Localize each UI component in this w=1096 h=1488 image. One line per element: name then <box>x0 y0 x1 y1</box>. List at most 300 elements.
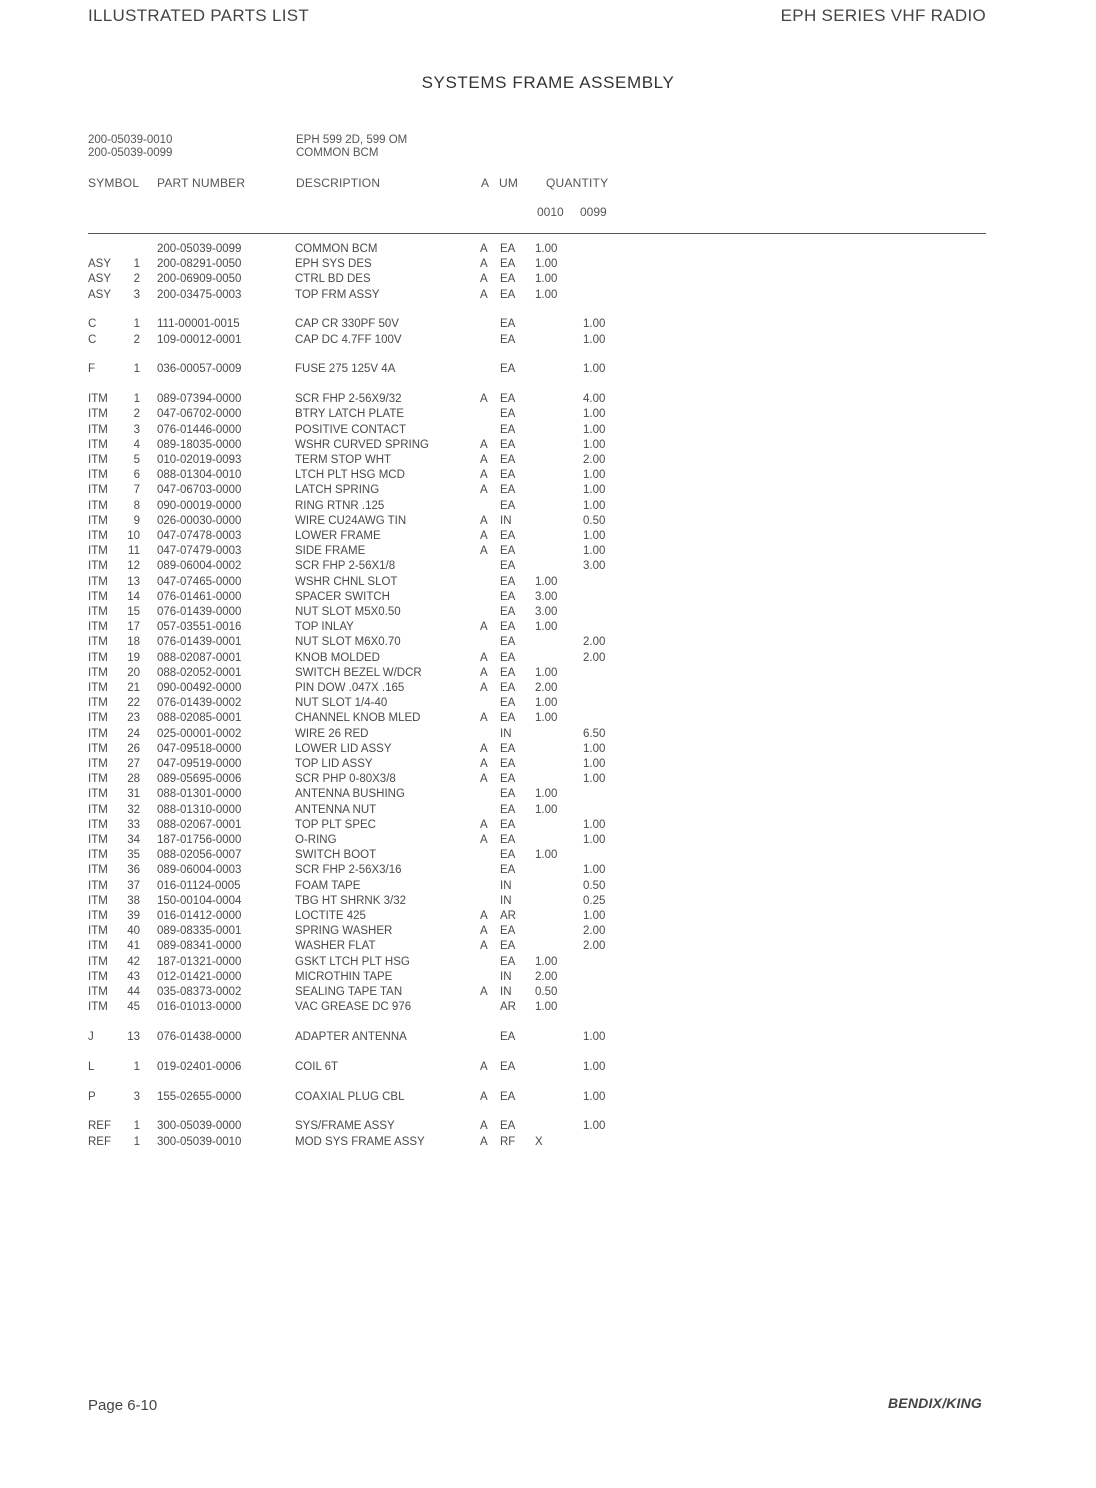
cell-symbol: ITM <box>88 955 108 968</box>
cell-item-number: 39 <box>127 910 140 922</box>
cell-qty-0099: 1.00 <box>583 1090 606 1103</box>
cell-item-number: 20 <box>127 666 140 679</box>
cell-item-number: 17 <box>127 621 140 634</box>
table-row <box>0 242 1096 257</box>
cell-a: A <box>480 243 488 255</box>
table-row <box>0 787 1096 802</box>
cell-unit: RF <box>500 1135 516 1148</box>
table-row <box>0 423 1096 438</box>
cell-part-number: 076-01438-0000 <box>157 1031 242 1043</box>
cell-item-number: 18 <box>127 636 140 649</box>
cell-symbol: ITM <box>88 940 108 953</box>
cell-a: A <box>480 773 488 786</box>
cell-unit: EA <box>500 423 516 436</box>
cell-part-number: 076-01439-0001 <box>157 636 242 649</box>
cell-unit: EA <box>500 408 516 421</box>
cell-a: A <box>480 288 488 301</box>
cell-description: LATCH SPRING <box>295 484 380 497</box>
cell-symbol: C <box>88 318 97 331</box>
cell-description: ANTENNA NUT <box>295 803 377 816</box>
table-row <box>0 407 1096 422</box>
cell-description: MICROTHIN TAPE <box>295 970 393 983</box>
cell-qty-0010: 1.00 <box>535 697 558 710</box>
cell-description: LOWER FRAME <box>295 530 381 542</box>
cell-part-number: 026-00030-0000 <box>157 514 242 527</box>
cell-item-number: 36 <box>127 864 140 877</box>
cell-description: SCR FHP 2-56X9/32 <box>295 393 402 406</box>
cell-symbol: ITM <box>88 864 108 877</box>
column-header-a: A <box>481 176 490 190</box>
quantity-column-0010: 0010 <box>537 205 564 219</box>
cell-part-number: 016-01412-0000 <box>157 910 242 922</box>
cell-unit: EA <box>500 621 516 634</box>
cell-symbol: ITM <box>88 970 108 983</box>
assembly-descriptions <box>296 134 407 160</box>
cell-unit: EA <box>500 560 516 573</box>
cell-qty-0099: 1.00 <box>583 1031 606 1043</box>
column-header-um: UM <box>499 176 519 190</box>
table-row <box>0 575 1096 590</box>
cell-item-number: 14 <box>127 590 140 603</box>
cell-item-number: 41 <box>127 940 140 953</box>
cell-a: A <box>480 438 488 451</box>
cell-part-number: 076-01461-0000 <box>157 590 242 603</box>
assembly-description: EPH 599 2D, 599 OM <box>296 134 408 146</box>
quantity-column-0099: 0099 <box>580 205 607 219</box>
cell-description: SWITCH BEZEL W/DCR <box>295 666 422 679</box>
cell-qty-0010: 1.00 <box>535 849 558 862</box>
cell-qty-0099: 0.50 <box>583 514 606 527</box>
table-row <box>0 772 1096 787</box>
cell-description: RING RTNR .125 <box>295 499 385 512</box>
cell-unit: EA <box>500 1060 516 1073</box>
cell-a: A <box>480 940 488 953</box>
cell-part-number: 035-08373-0002 <box>157 986 242 998</box>
cell-description: KNOB MOLDED <box>295 651 380 664</box>
cell-symbol: ITM <box>88 818 108 831</box>
table-row <box>0 453 1096 468</box>
cell-symbol: ITM <box>88 788 108 801</box>
cell-description: SYS/FRAME ASSY <box>295 1120 395 1133</box>
cell-part-number: 012-01421-0000 <box>157 970 242 983</box>
cell-item-number: 43 <box>127 970 140 983</box>
table-row <box>0 392 1096 407</box>
cell-qty-0010: 1.00 <box>535 955 558 968</box>
cell-a: A <box>480 910 488 922</box>
cell-description: ANTENNA BUSHING <box>295 788 405 801</box>
cell-unit: IN <box>500 879 512 892</box>
cell-description: PIN DOW .047X .165 <box>295 682 405 694</box>
assembly-description: COMMON BCM <box>296 147 379 159</box>
table-row <box>0 666 1096 681</box>
cell-a: A <box>480 818 488 831</box>
cell-symbol: ITM <box>88 651 108 664</box>
table-row <box>0 257 1096 272</box>
cell-item-number: 2 <box>133 333 140 346</box>
cell-description: SPACER SWITCH <box>295 590 390 603</box>
assembly-part-number: 200-05039-0010 <box>88 134 173 146</box>
page-number: Page 6-10 <box>88 1397 158 1414</box>
cell-unit: EA <box>500 697 516 710</box>
table-row <box>0 970 1096 985</box>
cell-item-number: 44 <box>127 986 140 998</box>
table-row <box>0 514 1096 529</box>
cell-qty-0010: X <box>535 1135 543 1148</box>
cell-a: A <box>480 986 488 998</box>
table-row <box>0 909 1096 924</box>
cell-symbol: ITM <box>88 879 108 892</box>
table-row <box>0 818 1096 833</box>
cell-unit: EA <box>500 333 516 346</box>
cell-item-number: 3 <box>133 288 140 301</box>
column-header-description: DESCRIPTION <box>296 176 381 190</box>
cell-part-number: 089-08341-0000 <box>157 940 242 953</box>
cell-a: A <box>480 484 488 497</box>
cell-part-number: 187-01756-0000 <box>157 834 242 846</box>
cell-qty-0010: 2.00 <box>535 970 558 983</box>
cell-a: A <box>480 742 488 755</box>
table-row <box>0 1090 1096 1105</box>
cell-symbol: ITM <box>88 925 108 938</box>
cell-symbol: F <box>88 363 96 376</box>
cell-part-number: 089-08335-0001 <box>157 925 242 938</box>
cell-unit: IN <box>500 894 512 907</box>
table-row <box>0 757 1096 772</box>
cell-item-number: 8 <box>133 499 140 512</box>
cell-part-number: 047-09518-0000 <box>157 742 242 755</box>
cell-unit: EA <box>500 484 516 497</box>
cell-qty-0099: 1.00 <box>583 469 606 482</box>
cell-item-number: 22 <box>127 697 140 710</box>
cell-qty-0010: 0.50 <box>535 986 558 998</box>
cell-qty-0010: 1.00 <box>535 575 558 588</box>
cell-qty-0099: 1.00 <box>583 318 606 331</box>
cell-unit: EA <box>500 273 516 286</box>
cell-item-number: 33 <box>127 818 140 831</box>
cell-a: A <box>480 514 488 527</box>
cell-unit: EA <box>500 1120 516 1133</box>
cell-qty-0099: 1.00 <box>583 438 606 451</box>
cell-unit: AR <box>500 910 516 922</box>
cell-symbol: ITM <box>88 742 108 755</box>
cell-unit: EA <box>500 636 516 649</box>
cell-symbol: ITM <box>88 621 108 634</box>
assembly-part-number: 200-05039-0099 <box>88 147 173 159</box>
cell-symbol: ITM <box>88 758 108 770</box>
cell-part-number: 016-01013-0000 <box>157 1001 242 1014</box>
cell-symbol: ITM <box>88 697 108 710</box>
column-header-quantity: QUANTITY <box>546 176 609 190</box>
header-divider <box>88 233 986 234</box>
cell-item-number: 32 <box>127 803 140 816</box>
cell-item-number: 1 <box>133 1060 140 1073</box>
cell-qty-0010: 1.00 <box>535 803 558 816</box>
table-row <box>0 438 1096 453</box>
cell-item-number: 42 <box>127 955 140 968</box>
column-header-part-number: PART NUMBER <box>157 176 246 190</box>
cell-qty-0099: 1.00 <box>583 545 606 558</box>
cell-item-number: 23 <box>127 712 140 725</box>
cell-symbol: ITM <box>88 545 108 558</box>
cell-description: SWITCH BOOT <box>295 849 377 862</box>
cell-a: A <box>480 1060 488 1073</box>
cell-description: FUSE 275 125V 4A <box>295 363 396 376</box>
cell-item-number: 10 <box>127 530 140 542</box>
cell-unit: EA <box>500 606 516 618</box>
cell-symbol: ITM <box>88 454 108 466</box>
cell-part-number: 047-07478-0003 <box>157 530 242 542</box>
cell-a: A <box>480 651 488 664</box>
cell-description: CAP DC 4.7FF 100V <box>295 333 402 346</box>
cell-symbol: ITM <box>88 438 108 451</box>
cell-description: NUT SLOT M6X0.70 <box>295 636 401 649</box>
cell-item-number: 31 <box>127 788 140 801</box>
cell-unit: EA <box>500 545 516 558</box>
cell-symbol: ITM <box>88 423 108 436</box>
cell-a: A <box>480 469 488 482</box>
cell-item-number: 12 <box>127 560 140 573</box>
table-row <box>0 879 1096 894</box>
cell-qty-0099: 1.00 <box>583 484 606 497</box>
cell-description: WASHER FLAT <box>295 940 376 953</box>
cell-part-number: 047-06703-0000 <box>157 484 242 497</box>
table-row <box>0 620 1096 635</box>
cell-item-number: 38 <box>127 894 140 907</box>
cell-symbol: J <box>88 1031 94 1043</box>
cell-qty-0099: 1.00 <box>583 758 606 770</box>
cell-qty-0099: 1.00 <box>583 333 606 346</box>
cell-unit: EA <box>500 834 516 846</box>
cell-part-number: 047-07465-0000 <box>157 575 242 588</box>
cell-qty-0099: 2.00 <box>583 636 606 649</box>
cell-item-number: 19 <box>127 651 140 664</box>
cell-unit: EA <box>500 318 516 331</box>
cell-item-number: 40 <box>127 925 140 938</box>
cell-item-number: 15 <box>127 606 140 618</box>
cell-a: A <box>480 834 488 846</box>
cell-a: A <box>480 1120 488 1133</box>
cell-unit: AR <box>500 1001 516 1014</box>
cell-item-number: 1 <box>133 363 140 376</box>
cell-part-number: 187-01321-0000 <box>157 955 242 968</box>
cell-unit: EA <box>500 469 516 482</box>
cell-qty-0010: 1.00 <box>535 712 558 725</box>
cell-unit: EA <box>500 1031 516 1043</box>
cell-part-number: 089-06004-0002 <box>157 560 242 573</box>
cell-qty-0099: 1.00 <box>583 499 606 512</box>
table-row <box>0 605 1096 620</box>
cell-description: SPRING WASHER <box>295 925 393 938</box>
cell-description: NUT SLOT M5X0.50 <box>295 606 401 618</box>
cell-item-number: 1 <box>133 1120 140 1133</box>
table-row <box>0 894 1096 909</box>
table-row <box>0 939 1096 954</box>
cell-item-number: 37 <box>127 879 140 892</box>
cell-item-number: 27 <box>127 758 140 770</box>
cell-qty-0099: 1.00 <box>583 864 606 877</box>
cell-a: A <box>480 454 488 466</box>
cell-a: A <box>480 530 488 542</box>
cell-unit: EA <box>500 530 516 542</box>
cell-part-number: 088-02085-0001 <box>157 712 242 725</box>
table-row <box>0 544 1096 559</box>
cell-part-number: 057-03551-0016 <box>157 621 242 634</box>
table-row <box>0 955 1096 970</box>
cell-a: A <box>480 545 488 558</box>
cell-description: TERM STOP WHT <box>295 454 392 466</box>
cell-description: NUT SLOT 1/4-40 <box>295 697 388 710</box>
cell-symbol: ITM <box>88 834 108 846</box>
cell-part-number: 047-09519-0000 <box>157 758 242 770</box>
cell-part-number: 200-06909-0050 <box>157 273 242 286</box>
cell-description: COIL 6T <box>295 1060 339 1073</box>
cell-a: A <box>480 393 488 406</box>
cell-a: A <box>480 621 488 634</box>
table-row <box>0 529 1096 544</box>
cell-item-number: 35 <box>127 849 140 862</box>
cell-description: SCR PHP 0-80X3/8 <box>295 773 396 786</box>
cell-description: LTCH PLT HSG MCD <box>295 469 405 482</box>
cell-a: A <box>480 1135 488 1148</box>
cell-item-number: 28 <box>127 773 140 786</box>
cell-description: MOD SYS FRAME ASSY <box>295 1135 425 1148</box>
cell-description: SEALING TAPE TAN <box>295 986 403 998</box>
cell-symbol: ITM <box>88 606 108 618</box>
table-row <box>0 1030 1096 1045</box>
cell-qty-0099: 1.00 <box>583 1120 606 1133</box>
table-row <box>0 1135 1096 1150</box>
cell-unit: EA <box>500 742 516 755</box>
column-header-symbol: SYMBOL <box>88 176 140 190</box>
cell-symbol: ITM <box>88 393 108 406</box>
cell-description: LOWER LID ASSY <box>295 742 392 755</box>
cell-part-number: 010-02019-0093 <box>157 454 242 466</box>
cell-symbol: ITM <box>88 666 108 679</box>
cell-qty-0010: 3.00 <box>535 606 558 618</box>
cell-qty-0099: 2.00 <box>583 925 606 938</box>
cell-item-number: 1 <box>133 258 140 271</box>
table-row <box>0 362 1096 377</box>
cell-part-number: 089-07394-0000 <box>157 393 242 406</box>
cell-symbol: ITM <box>88 682 108 694</box>
table-row <box>0 483 1096 498</box>
cell-unit: EA <box>500 955 516 968</box>
cell-part-number: 076-01439-0002 <box>157 697 242 710</box>
cell-symbol: L <box>88 1060 95 1073</box>
cell-qty-0010: 1.00 <box>535 243 558 255</box>
cell-description: WIRE 26 RED <box>295 727 369 740</box>
cell-part-number: 088-01304-0010 <box>157 469 242 482</box>
cell-part-number: 019-02401-0006 <box>157 1060 242 1073</box>
table-row <box>0 742 1096 757</box>
cell-description: TBG HT SHRNK 3/32 <box>295 894 406 907</box>
cell-qty-0099: 1.00 <box>583 530 606 542</box>
cell-symbol: ITM <box>88 560 108 573</box>
cell-unit: EA <box>500 788 516 801</box>
cell-qty-0099: 3.00 <box>583 560 606 573</box>
cell-unit: IN <box>500 514 512 527</box>
cell-part-number: 300-05039-0000 <box>157 1120 242 1133</box>
cell-unit: EA <box>500 849 516 862</box>
cell-qty-0010: 1.00 <box>535 666 558 679</box>
cell-unit: EA <box>500 499 516 512</box>
table-row <box>0 272 1096 287</box>
table-row <box>0 499 1096 514</box>
cell-symbol: ITM <box>88 499 108 512</box>
cell-unit: EA <box>500 258 516 271</box>
cell-qty-0099: 1.00 <box>583 773 606 786</box>
cell-part-number: 088-02067-0001 <box>157 818 242 831</box>
table-row <box>0 559 1096 574</box>
cell-description: TOP FRM ASSY <box>295 288 380 301</box>
cell-qty-0010: 1.00 <box>535 1001 558 1014</box>
cell-part-number: 088-01310-0000 <box>157 803 242 816</box>
cell-unit: IN <box>500 727 512 740</box>
cell-part-number: 088-02056-0007 <box>157 849 242 862</box>
table-row <box>0 833 1096 848</box>
cell-symbol: ASY <box>88 288 112 301</box>
table-row <box>0 803 1096 818</box>
cell-item-number: 24 <box>127 727 140 740</box>
cell-item-number: 13 <box>127 1031 140 1043</box>
cell-part-number: 200-08291-0050 <box>157 258 242 271</box>
cell-symbol: ITM <box>88 803 108 816</box>
cell-qty-0099: 1.00 <box>583 742 606 755</box>
cell-item-number: 2 <box>133 273 140 286</box>
cell-qty-0099: 1.00 <box>583 834 606 846</box>
cell-item-number: 3 <box>133 423 140 436</box>
cell-part-number: 150-00104-0004 <box>157 894 242 907</box>
cell-part-number: 088-02087-0001 <box>157 651 242 664</box>
cell-unit: IN <box>500 986 512 998</box>
cell-symbol: ITM <box>88 712 108 725</box>
cell-unit: EA <box>500 818 516 831</box>
cell-symbol: ITM <box>88 530 108 542</box>
cell-description: CAP CR 330PF 50V <box>295 318 399 331</box>
cell-qty-0010: 3.00 <box>535 590 558 603</box>
cell-a: A <box>480 273 488 286</box>
cell-item-number: 1 <box>133 318 140 331</box>
cell-unit: EA <box>500 288 516 301</box>
cell-description: TOP PLT SPEC <box>295 818 376 831</box>
cell-part-number: 088-01301-0000 <box>157 788 242 801</box>
table-row <box>0 848 1096 863</box>
cell-symbol: ITM <box>88 469 108 482</box>
cell-item-number: 13 <box>127 575 140 588</box>
cell-symbol: ITM <box>88 910 108 922</box>
cell-symbol: ITM <box>88 575 108 588</box>
cell-item-number: 3 <box>133 1090 140 1103</box>
cell-symbol: C <box>88 333 97 346</box>
cell-qty-0099: 1.00 <box>583 1060 606 1073</box>
document-section-header: ILLUSTRATED PARTS LIST <box>88 6 310 25</box>
cell-description: FOAM TAPE <box>295 879 361 892</box>
table-row <box>0 333 1096 348</box>
cell-a: A <box>480 666 488 679</box>
cell-unit: EA <box>500 454 516 466</box>
cell-qty-0010: 1.00 <box>535 288 558 301</box>
cell-item-number: 34 <box>127 834 140 846</box>
cell-description: CHANNEL KNOB MLED <box>295 712 421 725</box>
cell-symbol: ITM <box>88 894 108 907</box>
cell-description: SCR FHP 2-56X1/8 <box>295 560 396 573</box>
cell-qty-0099: 6.50 <box>583 727 606 740</box>
cell-description: ADAPTER ANTENNA <box>295 1031 407 1043</box>
cell-description: WSHR CHNL SLOT <box>295 575 398 588</box>
cell-unit: EA <box>500 651 516 664</box>
cell-unit: EA <box>500 393 516 406</box>
cell-symbol: ITM <box>88 636 108 649</box>
